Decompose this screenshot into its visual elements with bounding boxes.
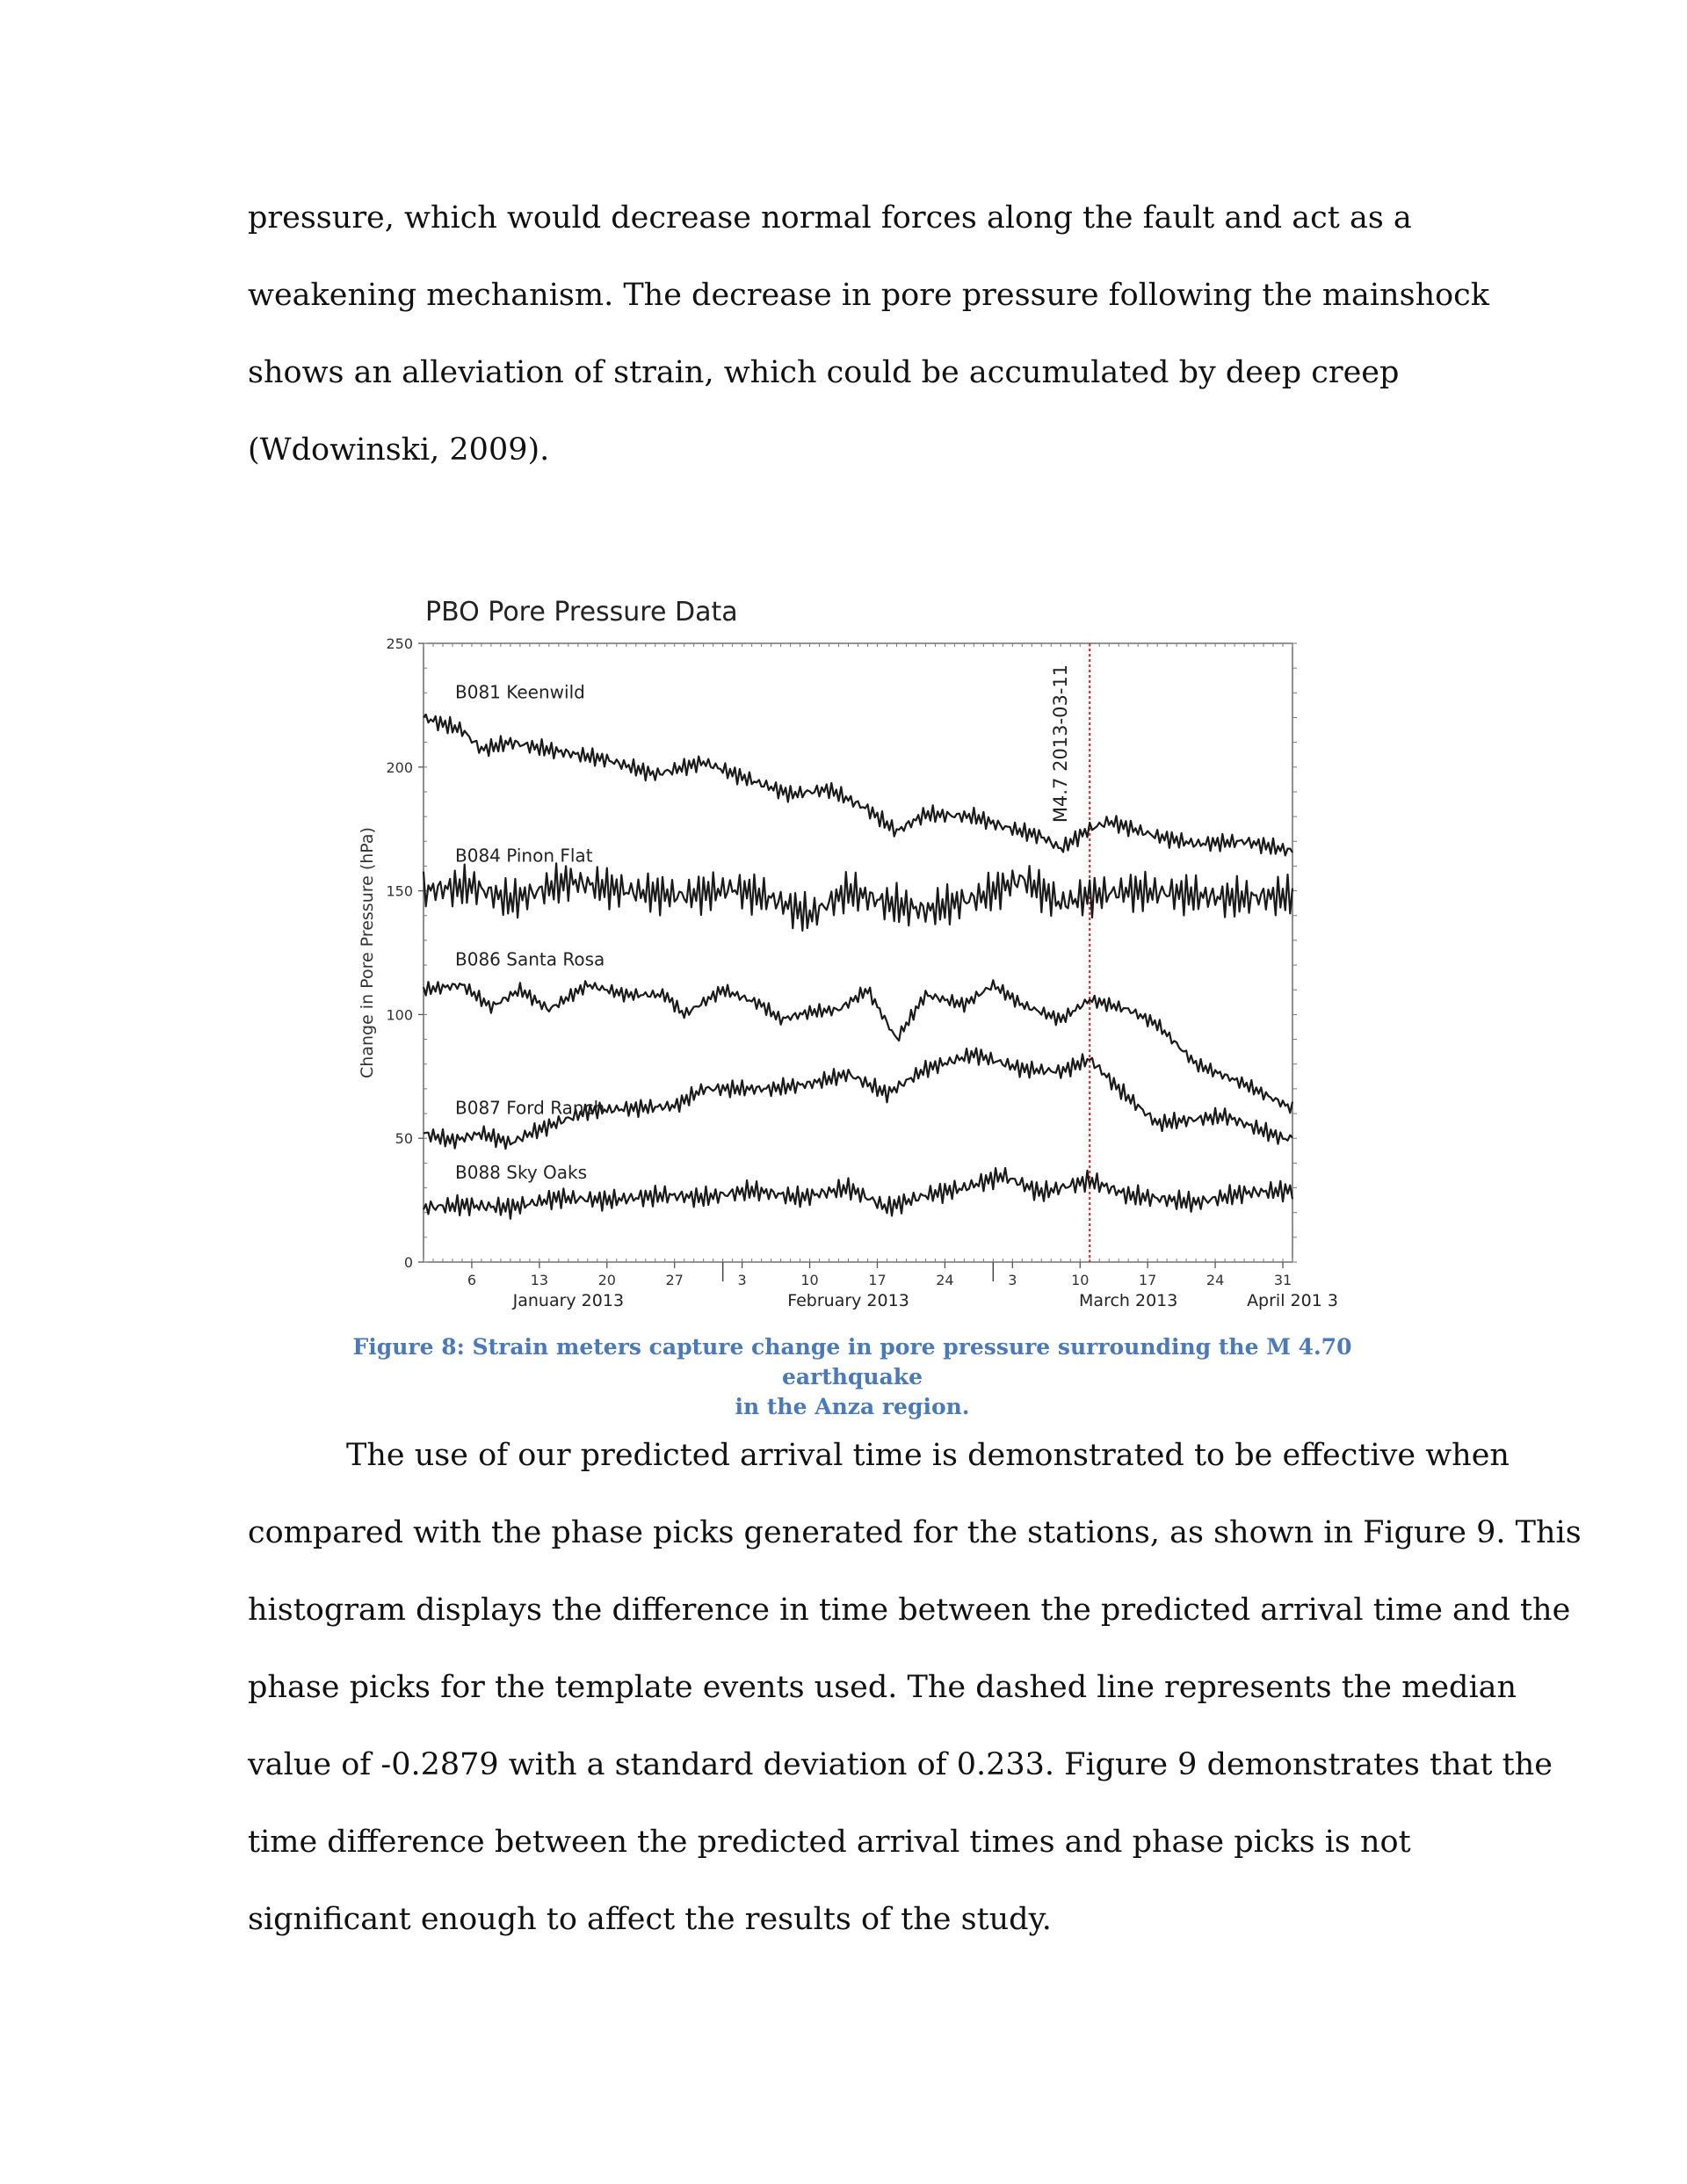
y-tick-label: 0 [403, 1254, 413, 1271]
text-line: phase picks for the template events used. The dashed line represents the median [248, 1670, 1517, 1705]
text-line: The use of our predicted arrival time is demonstrated to be effective when [346, 1438, 1510, 1473]
y-axis-label: Change in Pore Pressure (hPa) [358, 827, 377, 1078]
text-line: value of -0.2879 with a standard deviation of 0.233. Figure 9 demonstrates that the [248, 1747, 1553, 1782]
x-tick-label: 17 [868, 1272, 887, 1288]
paragraph-2 [248, 1417, 1582, 1958]
x-tick-label: 24 [1206, 1272, 1225, 1288]
series-label: B081 Keenwild [455, 681, 585, 703]
figure-caption [281, 1332, 1423, 1422]
series-label: B087 Ford Ranch [455, 1097, 605, 1119]
x-tick-label: 3 [737, 1272, 747, 1288]
series-label: B086 Santa Rosa [455, 948, 605, 970]
y-tick-label: 100 [386, 1006, 413, 1024]
figure-8 [348, 587, 1350, 1330]
series-label: B084 Pinon Flat [455, 845, 593, 867]
text-line: histogram displays the difference in time between the predicted arrival time and the [248, 1593, 1571, 1628]
x-tick-label: 13 [530, 1272, 549, 1288]
text-line: weakening mechanism. The decrease in pore pressure following the mainshock [248, 278, 1489, 313]
month-label: April 201 3 [1247, 1291, 1338, 1310]
text-line: time difference between the predicted arrival times and phase picks is not [248, 1825, 1411, 1860]
series-line [424, 715, 1292, 856]
month-label: March 2013 [1079, 1291, 1178, 1310]
x-tick-label: 10 [800, 1272, 819, 1288]
month-label: February 2013 [787, 1291, 909, 1310]
x-tick-label: 24 [936, 1272, 954, 1288]
caption-line-1: Figure 8: Strain meters capture change in pore pressure surrounding the M 4.70 earthquake [352, 1334, 1352, 1389]
text-line: significant enough to affect the results of the study. [248, 1902, 1052, 1937]
x-tick-label: 20 [597, 1272, 616, 1288]
paragraph-1 [248, 179, 1489, 489]
x-tick-label: 27 [665, 1272, 684, 1288]
y-tick-label: 50 [395, 1130, 413, 1148]
x-tick-label: 17 [1138, 1272, 1157, 1288]
x-tick-label: 10 [1071, 1272, 1090, 1288]
y-tick-label: 200 [386, 758, 413, 776]
text-line: pressure, which would decrease normal forces along the fault and act as a [248, 200, 1412, 236]
series-label: B088 Sky Oaks [455, 1161, 588, 1183]
caption-line-2: in the Anza region. [735, 1394, 970, 1419]
x-tick-label: 6 [467, 1272, 477, 1288]
chart-title: PBO Pore Pressure Data [425, 597, 738, 628]
series-line [424, 863, 1292, 931]
month-label: January 2013 [512, 1291, 625, 1310]
x-tick-label: 3 [1008, 1272, 1017, 1288]
x-tick-label: 31 [1273, 1272, 1292, 1288]
y-tick-label: 250 [386, 635, 413, 652]
text-line: (Wdowinski, 2009). [248, 432, 550, 468]
series-line [424, 980, 1292, 1113]
y-tick-label: 150 [386, 882, 413, 900]
event-label: M4.7 2013-03-11 [1050, 664, 1072, 824]
pore-pressure-chart [348, 587, 1350, 1330]
text-line: shows an alleviation of strain, which could be accumulated by deep creep [248, 355, 1400, 390]
text-line: compared with the phase picks generated for the stations, as shown in Figure 9. This [248, 1515, 1582, 1550]
